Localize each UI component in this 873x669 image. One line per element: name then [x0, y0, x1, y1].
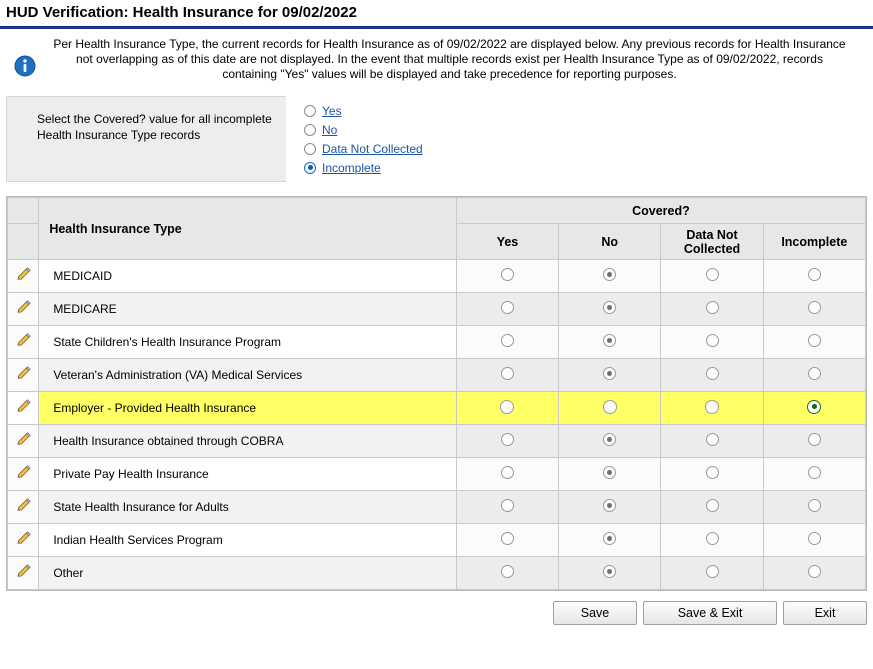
pencil-icon[interactable] — [15, 272, 32, 286]
radio-no-cell[interactable] — [559, 557, 661, 590]
radio-incomplete-cell[interactable] — [763, 425, 865, 458]
radio-icon[interactable] — [603, 499, 616, 512]
pencil-icon[interactable] — [15, 470, 32, 484]
radio-no-cell[interactable] — [559, 425, 661, 458]
table-header-blank — [8, 198, 39, 224]
row-label: MEDICARE — [39, 293, 457, 326]
radio-incomplete-cell[interactable] — [763, 392, 865, 425]
row-edit-button[interactable] — [8, 458, 39, 491]
table-header-yes: Yes — [456, 224, 558, 260]
select-all-option-data-not-collected-label[interactable]: Data Not Collected — [322, 141, 423, 156]
radio-icon[interactable] — [808, 499, 821, 512]
info-banner — [0, 29, 873, 88]
row-edit-button[interactable] — [8, 557, 39, 590]
radio-no-cell[interactable] — [559, 524, 661, 557]
radio-icon[interactable] — [808, 565, 821, 578]
radio-data-not-collected-cell[interactable] — [661, 557, 763, 590]
radio-icon[interactable] — [808, 367, 821, 380]
radio-yes-cell[interactable] — [456, 524, 558, 557]
radio-incomplete-cell[interactable] — [763, 524, 865, 557]
select-all-options — [286, 96, 423, 182]
radio-icon[interactable] — [706, 433, 719, 446]
radio-data-not-collected-cell[interactable] — [661, 392, 763, 425]
row-label: Veteran's Administration (VA) Medical Services — [39, 359, 457, 392]
table-row — [8, 359, 866, 392]
table-row — [8, 260, 866, 293]
pencil-icon[interactable] — [15, 338, 32, 352]
table-header-covered: Covered? — [456, 198, 865, 224]
pencil-icon[interactable] — [15, 305, 32, 319]
radio-incomplete-cell[interactable] — [763, 458, 865, 491]
radio-data-not-collected-cell[interactable] — [661, 326, 763, 359]
row-label: Other — [39, 557, 457, 590]
radio-icon[interactable] — [603, 301, 616, 314]
radio-yes-cell[interactable] — [456, 359, 558, 392]
radio-icon[interactable] — [808, 433, 821, 446]
radio-icon[interactable] — [501, 268, 514, 281]
select-all-panel — [6, 96, 526, 182]
health-insurance-table — [6, 196, 867, 591]
table-row — [8, 326, 866, 359]
radio-icon[interactable] — [603, 565, 616, 578]
radio-no-cell[interactable] — [559, 326, 661, 359]
table-row — [8, 491, 866, 524]
radio-icon[interactable] — [603, 433, 616, 446]
table-row — [8, 392, 866, 425]
radio-icon[interactable] — [603, 367, 616, 380]
radio-icon[interactable] — [808, 301, 821, 314]
row-label: Employer - Provided Health Insurance — [39, 392, 457, 425]
row-edit-button[interactable] — [8, 491, 39, 524]
radio-icon[interactable] — [808, 268, 821, 281]
pencil-icon[interactable] — [15, 536, 32, 550]
save-button[interactable]: Save — [553, 601, 637, 625]
pencil-icon[interactable] — [15, 569, 32, 583]
radio-yes-cell[interactable] — [456, 557, 558, 590]
radio-incomplete-cell[interactable] — [763, 260, 865, 293]
radio-data-not-collected-cell[interactable] — [661, 491, 763, 524]
radio-icon[interactable] — [501, 532, 514, 545]
radio-incomplete-cell[interactable] — [763, 293, 865, 326]
table-row — [8, 425, 866, 458]
radio-icon[interactable] — [706, 466, 719, 479]
radio-icon[interactable] — [808, 532, 821, 545]
radio-icon[interactable] — [706, 532, 719, 545]
row-label: Health Insurance obtained through COBRA — [39, 425, 457, 458]
row-edit-button[interactable] — [8, 359, 39, 392]
radio-icon[interactable] — [807, 400, 821, 414]
radio-no-cell[interactable] — [559, 491, 661, 524]
table-header-incomplete: Incomplete — [763, 224, 865, 260]
pencil-icon[interactable] — [15, 503, 32, 517]
table-row — [8, 293, 866, 326]
table-row — [8, 458, 866, 491]
table-header-data-not-collected: Data Not Collected — [661, 224, 763, 260]
footer-buttons — [0, 591, 873, 625]
radio-icon[interactable] — [603, 532, 616, 545]
radio-icon[interactable] — [706, 367, 719, 380]
pencil-icon[interactable] — [15, 404, 32, 418]
radio-data-not-collected-cell[interactable] — [661, 260, 763, 293]
select-all-option-no-label[interactable]: No — [322, 122, 338, 137]
radio-yes-cell[interactable] — [456, 491, 558, 524]
radio-yes-cell[interactable] — [456, 458, 558, 491]
radio-icon[interactable] — [501, 565, 514, 578]
select-all-option-incomplete[interactable] — [304, 159, 423, 176]
radio-yes-cell[interactable] — [456, 392, 558, 425]
radio-icon[interactable] — [705, 400, 719, 414]
radio-no-cell[interactable] — [559, 359, 661, 392]
radio-incomplete-cell[interactable] — [763, 491, 865, 524]
select-all-option-yes-label[interactable]: Yes — [322, 103, 342, 118]
radio-no-cell[interactable] — [559, 392, 661, 425]
row-edit-button[interactable] — [8, 524, 39, 557]
radio-incomplete-cell[interactable] — [763, 326, 865, 359]
radio-icon[interactable] — [706, 334, 719, 347]
table-row — [8, 524, 866, 557]
radio-icon[interactable] — [706, 565, 719, 578]
radio-icon[interactable] — [501, 433, 514, 446]
row-edit-button[interactable] — [8, 260, 39, 293]
pencil-icon[interactable] — [15, 437, 32, 451]
radio-data-not-collected-cell[interactable] — [661, 425, 763, 458]
select-all-label: Select the Covered? value for all incomplete Health Insurance Type records — [6, 96, 286, 182]
radio-yes-cell[interactable] — [456, 425, 558, 458]
select-all-option-no[interactable] — [304, 121, 423, 138]
radio-icon[interactable] — [808, 466, 821, 479]
row-edit-button[interactable] — [8, 392, 39, 425]
radio-icon[interactable] — [501, 367, 514, 380]
radio-icon[interactable] — [603, 400, 617, 414]
select-all-option-data-not-collected[interactable] — [304, 140, 423, 157]
row-label: State Health Insurance for Adults — [39, 491, 457, 524]
select-all-option-yes[interactable] — [304, 102, 423, 119]
radio-yes-icon[interactable] — [304, 105, 316, 117]
radio-icon[interactable] — [808, 334, 821, 347]
row-label: MEDICAID — [39, 260, 457, 293]
radio-icon[interactable] — [501, 334, 514, 347]
table-header-type: Health Insurance Type — [39, 198, 457, 260]
save-and-exit-button[interactable]: Save & Exit — [643, 601, 777, 625]
radio-data-not-collected-cell[interactable] — [661, 359, 763, 392]
radio-icon[interactable] — [706, 499, 719, 512]
radio-data-not-collected-cell[interactable] — [661, 293, 763, 326]
radio-yes-cell[interactable] — [456, 326, 558, 359]
row-edit-button[interactable] — [8, 293, 39, 326]
radio-icon[interactable] — [501, 301, 514, 314]
row-label: Indian Health Services Program — [39, 524, 457, 557]
pencil-icon[interactable] — [15, 371, 32, 385]
table-header-blank-2 — [8, 224, 39, 260]
row-label: State Children's Health Insurance Program — [39, 326, 457, 359]
radio-icon[interactable] — [603, 334, 616, 347]
info-icon — [14, 55, 36, 77]
radio-no-cell[interactable] — [559, 458, 661, 491]
page-title: HUD Verification: Health Insurance for 09/02/2022 — [6, 4, 357, 21]
radio-no-cell[interactable] — [559, 293, 661, 326]
table-row — [8, 557, 866, 590]
radio-yes-cell[interactable] — [456, 293, 558, 326]
radio-icon[interactable] — [706, 268, 719, 281]
info-text: Per Health Insurance Type, the current records for Health Insurance as of 09/02/2022 are displayed below. Any previous records for Health Insurance not overlapping as of this date are not displayed. In the event that multiple records exist per Health Insurance Type as of 09/02/2022, records containing "Yes" values will be displayed and take precedence for reporting purposes. — [53, 37, 846, 81]
radio-data-not-collected-cell[interactable] — [661, 458, 763, 491]
radio-icon[interactable] — [501, 499, 514, 512]
select-all-option-incomplete-label[interactable]: Incomplete — [322, 160, 381, 175]
radio-no-cell[interactable] — [559, 260, 661, 293]
row-edit-button[interactable] — [8, 326, 39, 359]
radio-data-not-collected-icon[interactable] — [304, 143, 316, 155]
radio-yes-cell[interactable] — [456, 260, 558, 293]
exit-button[interactable]: Exit — [783, 601, 867, 625]
table-header-no: No — [559, 224, 661, 260]
radio-incomplete-icon[interactable] — [304, 162, 316, 174]
radio-icon[interactable] — [501, 466, 514, 479]
radio-incomplete-cell[interactable] — [763, 557, 865, 590]
row-edit-button[interactable] — [8, 425, 39, 458]
radio-icon[interactable] — [603, 466, 616, 479]
radio-no-icon[interactable] — [304, 124, 316, 136]
radio-icon[interactable] — [706, 301, 719, 314]
radio-incomplete-cell[interactable] — [763, 359, 865, 392]
radio-icon[interactable] — [603, 268, 616, 281]
radio-data-not-collected-cell[interactable] — [661, 524, 763, 557]
row-label: Private Pay Health Insurance — [39, 458, 457, 491]
radio-icon[interactable] — [500, 400, 514, 414]
